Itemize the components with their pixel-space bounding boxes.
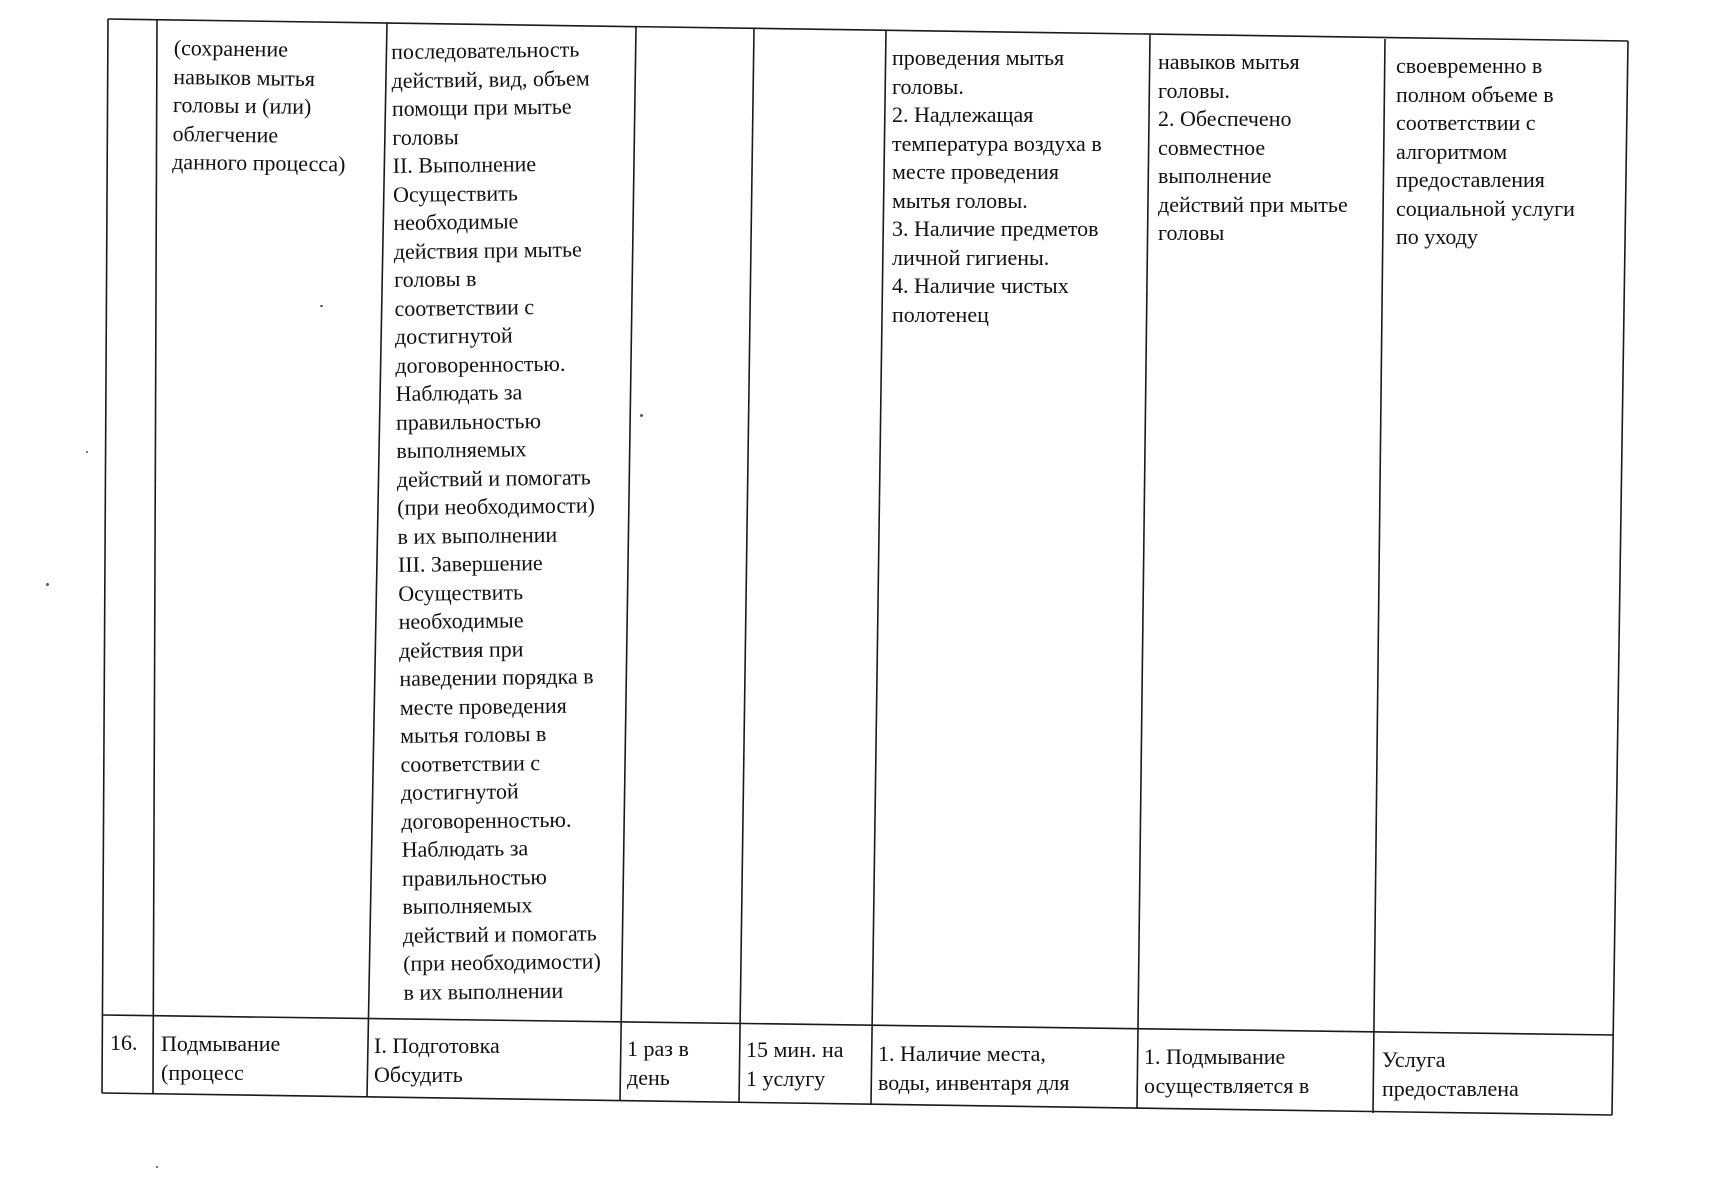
cell-procedure-continued: последовательность действий, вид, объем помощи при мытье головы II. Выполнение Осуществить необходимые действия при мытье головы в соответствии с достигнутой договоренностью. Наблюдать за правильностью выполняемых действий и помогать (при необходимости) в их выполнении III. Завершение Осуществить необходимые действия при наведении порядка в месте проведения мытья головы в соответствии с достигнутой договоренностью. Наблюдать за правильностью выполняемых действий и помогать (при необходимости) в их выполнении bbox=[391, 36, 601, 1005]
scan-speck bbox=[86, 451, 88, 453]
cell-frequency: 1 раз в день bbox=[627, 1036, 689, 1090]
row-separator bbox=[102, 1015, 1614, 1035]
column-divider bbox=[1373, 39, 1385, 1113]
scan-speck bbox=[640, 414, 643, 417]
cell-quality: 1. Подмывание осуществляется в bbox=[1144, 1044, 1310, 1098]
scan-speck bbox=[156, 1166, 158, 1168]
table-left-border bbox=[102, 19, 108, 1093]
scan-speck bbox=[46, 583, 49, 586]
table-right-border bbox=[1612, 41, 1628, 1115]
cell-service-name-continued: (сохранение навыков мытья головы и (или) облегчение данного процесса) bbox=[172, 34, 346, 177]
cell-conditions-continued: проведения мытья головы. 2. Надлежащая температура воздуха в месте проведения мытья головы. 3. Наличие предметов личной гигиены. 4. Наличие чистых полотенец bbox=[892, 45, 1102, 327]
cell-row-number: 16. bbox=[110, 1030, 138, 1055]
cell-quality-continued: навыков мытья головы. 2. Обеспечено совместное выполнение действий при мытье головы bbox=[1158, 49, 1348, 245]
column-divider bbox=[739, 29, 754, 1103]
cell-conditions: 1. Наличие места, воды, инвентаря для bbox=[878, 1041, 1070, 1095]
cell-service-name: Подмывание (процесс bbox=[161, 1031, 281, 1085]
cell-result: Услуга предоставлена bbox=[1382, 1047, 1519, 1101]
cell-procedure: I. Подготовка Обсудить bbox=[374, 1033, 500, 1087]
cell-result-continued: своевременно в полном объеме в соответствии с алгоритмом предоставления социальной услуги по уходу bbox=[1396, 53, 1575, 249]
scan-speck bbox=[320, 305, 323, 307]
cell-duration: 15 мин. на 1 услугу bbox=[746, 1037, 844, 1091]
column-divider bbox=[153, 20, 157, 1094]
column-divider bbox=[871, 31, 886, 1105]
column-divider bbox=[367, 23, 387, 1097]
column-divider bbox=[1137, 35, 1150, 1109]
column-divider bbox=[620, 27, 636, 1101]
